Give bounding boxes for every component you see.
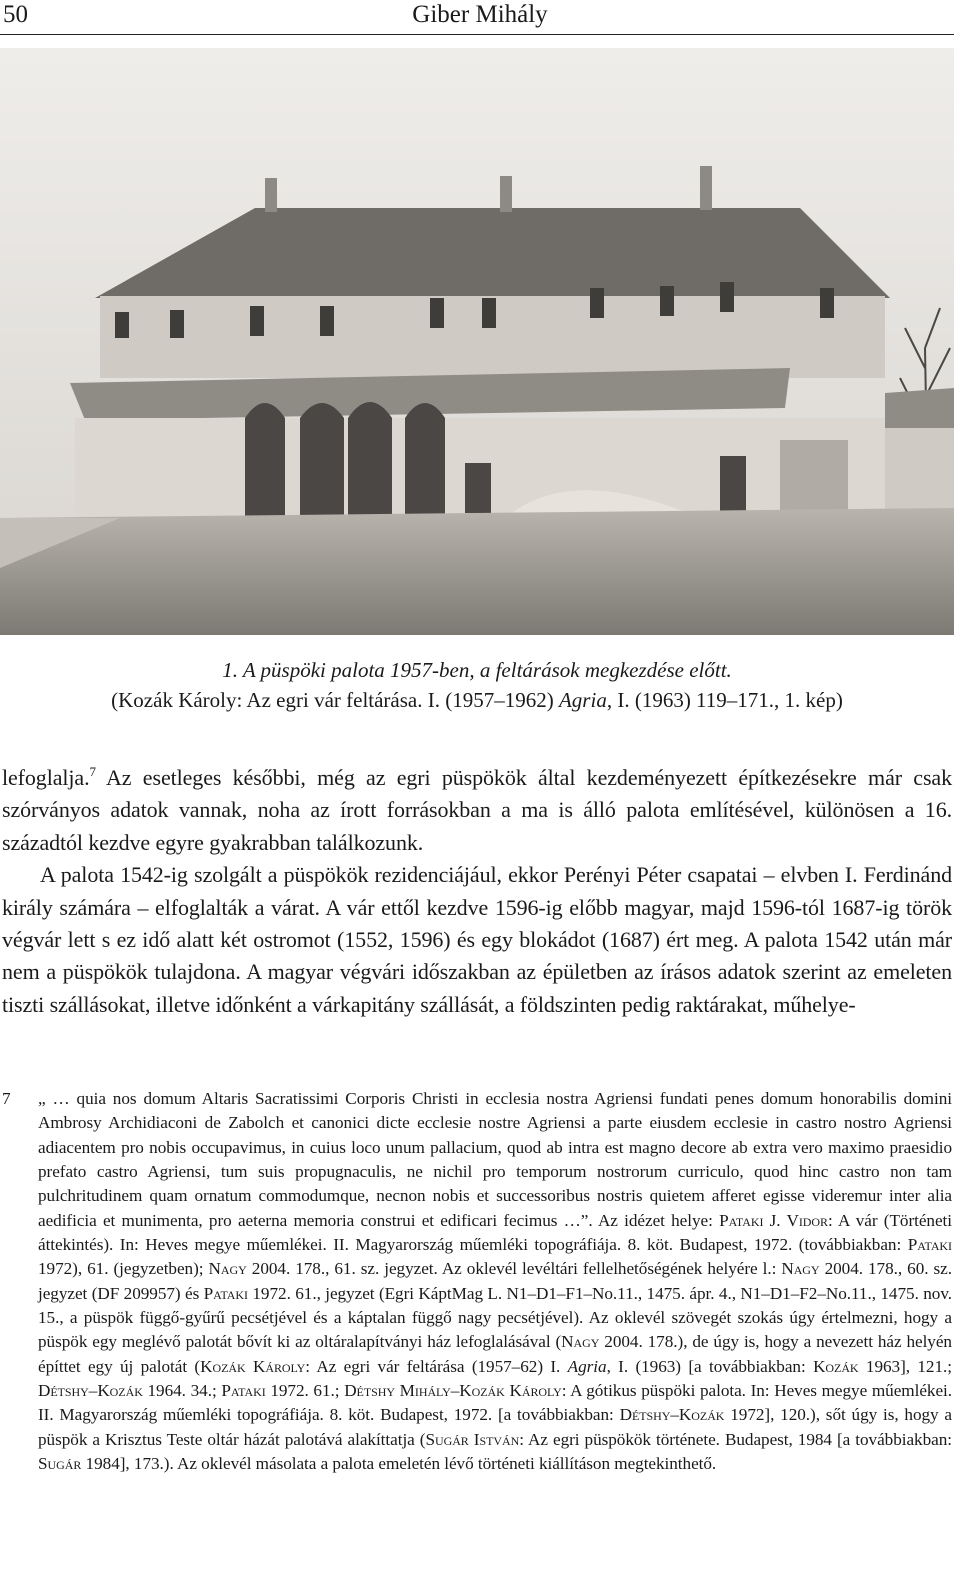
page-header — [0, 0, 960, 36]
courtyard-ground — [0, 508, 954, 635]
photo-placeholder — [0, 48, 954, 635]
paragraph-2: A palota 1542-ig szolgált a püspökök rezidenciájául, ekkor Perényi Péter csapatai – elvben I. Ferdinánd király számára – elfoglalták a várat. A vár ettől kezdve 1596-ig előbb magyar, majd 1596-tól 1687-ig török végvár lett s ez idő alatt két ostromot (1552, 1596) és egy blokádot (1687) ért meg. A palota 1542 után már nem a püspökök tulajdona. A magyar végvári időszakban az épületben az írásos adatok szerint az emeleten tiszti szállásokat, illetve időnként a várkapitány szállását, a földszinten pedig raktárakat, műhelye- — [2, 862, 952, 1017]
footnote-ref-7[interactable]: 7 — [89, 764, 96, 779]
page-number: 50 — [3, 1, 28, 28]
caption-line-2: (Kozák Károly: Az egri vár feltárása. I. (1957–1962) Agria, I. (1963) 119–171., 1. kép) — [111, 688, 843, 712]
running-title: Giber Mihály — [412, 1, 548, 28]
figure-caption — [0, 655, 954, 715]
caption-line-1: 1. A püspöki palota 1957-ben, a feltárások megkezdése előtt. — [222, 658, 732, 682]
header-rule — [0, 34, 954, 35]
body-text — [2, 762, 952, 1021]
footnote-number: 7 — [2, 1089, 11, 1108]
paragraph-1: lefoglalja.$^7$ Az esetleges későbbi, még az egri püspökök által kezdeményezett építkezésekre már csak szórványos adatok vannak, noha az írott forrásokban a ma is álló palota említésével, különösen a 16. századtól kezdve egyre gyakrabban találkozunk. — [2, 764, 952, 855]
footnote-7 — [2, 1087, 952, 1477]
footnote-text: „ … quia nos domum Altaris Sacratissimi Corporis Christi in ecclesia nostra Agriensi fundati penes domum honorabilis domini Ambrosy Archidiaconi de Zabolch et canonici dicte ecclesie nostre Agriensi a parte eiusdem ecclesie in castro nostro Agriensi adiacentem pro nobis occupavimus, in cuius loco unum pallacium, quod ab intra est magno decore ab extra vero maximo praesidio prefato castro Agriensi, tum suis propugnaculis, ne nichil pro temporum nostrorum curriculo, quod hinc castro non tam pulchritudinem quam ornatum commodumque, necnon nobis et successoribus nostris quietem afferet egisse videremur inter alia aedificia et munimenta, pro aeterna memoria construi et edificari fecimus …”. Az idézet helye: Pataki J. Vidor: A vár (Történeti áttekintés). In: Heves megye műemlékei. II. Magyarország műemléki topográfiája. 8. köt. Budapest, 1972. (továbbiakban: Pataki 1972), 61. (jegyzetben); Nagy 2004. 178., 61. sz. jegyzet. Az oklevél levéltári fellelhetőségének helyére l.: Nagy 2004. 178., 60. sz. jegyzet (DF 209957) és Pataki 1972. 61., jegyzet (Egri KáptMag L. N1–D1–F1–No.11., 1475. ápr. 4., N1–D1–F2–No.11., 1475. nov. 15., a püspök függő-gyűrű pecsétjével és a káptalan függő nagy pecsétjével). Az oklevél szövegét szokás úgy értelmezni, hogy a püspök egy meglévő palotát bővít ki az oltáralapítványi ház lefoglalásával (Nagy 2004. 178.), de úgy is, hogy a nevezett ház helyén építtet egy új palotát (Kozák Károly: Az egri vár feltárása (1957–62) I. Agria, I. (1963) [a továbbiakban: Kozák 1963], 121.; Détshy–Kozák 1964. 34.; Pataki 1972. 61.; Détshy Mihály–Kozák Károly: A gótikus püspöki palota. In: Heves megye műemlékei. II. Magyarország műemléki topográfiája. 8. köt. Budapest, 1972. [a továbbiakban: Détshy–Kozák 1972], 120.), sőt úgy is, hogy a püspök a Krisztus Teste oltár házát palotává alakíttatja (Sugár István: Az egri püspökök története. Budapest, 1984 [a továbbiakban: Sugár 1984], 173.). Az oklevél másolata a palota emeletén lévő történeti kiállításon megtekinthető. — [38, 1089, 953, 1474]
bishops-palace-photo — [0, 48, 954, 635]
